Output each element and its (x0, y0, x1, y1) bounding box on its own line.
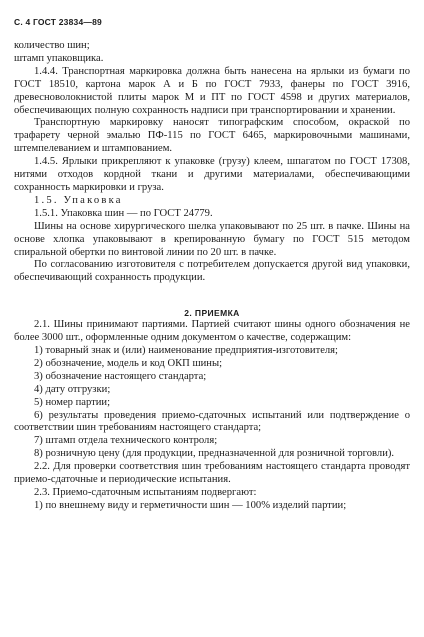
text-paragraph: количество шин; (14, 40, 90, 51)
section-title: 2. ПРИЕМКА (184, 308, 240, 319)
clause-1-5-1: 1.5.1. Упаковка шин — по ГОСТ 24779. (34, 207, 213, 219)
list-item: 2) обозначение, модель и код ОКП шины; (34, 357, 223, 369)
list-item: 3) обозначение настоящего стандарта; (34, 370, 207, 382)
subsection-heading: 1.5. Упаковка (34, 194, 123, 206)
clause-1-4-5: 1.4.5. Ярлыки прикрепляют к упаковке (грузу) клеем, шпагатом по ГОСТ 17308, нитями отходов кордной ткани и другими материалами, обеспечивающими сохранность маркировки и груза. (14, 156, 410, 193)
text-paragraph: Транспортную маркировку наносят типографским способом, окраской по трафарету черной эмалью ПФ-115 по ГОСТ 6465, маркировочными машинами, штемпелеванием и штампованием. (14, 117, 410, 155)
clause-2-3: 2.3. Приемо-сдаточным испытаниям подвергают: (34, 487, 257, 498)
text-paragraph: По согласованию изготовителя с потребителем допускается другой вид упаковки, обеспечивающий сохранность продукции. (14, 259, 410, 284)
list-item: 4) дату отгрузки; (34, 383, 111, 395)
list-item: 6) результаты проведения приемо-сдаточных испытаний или подтверждение о соответствии шин требованиям настоящего стандарта; (14, 409, 410, 434)
clause-1-4-4: 1.4.4. Транспортная маркировка должна быть нанесена на ярлыки из бумаги по ГОСТ 18510, картона марок А и Б по ГОСТ 7933, фанеры по ГОСТ 3916, древесноволокнистой плиты марок М и ПТ по ГОСТ 4598 и других материалов, обеспечивающих полную сохранность надписи при транспортировании и хранении. (14, 65, 410, 116)
list-item: 5) номер партии; (34, 396, 111, 408)
page-body (14, 40, 410, 513)
list-item: 8) розничную цену (для продукции, предназначенной для розничной торговли). (34, 448, 395, 460)
text-paragraph: Шины на основе хирургического шелка упаковывают по 25 шт. в пачке. Шины на основе хлопка упаковывают в крепированную бумагу по ГОСТ 515 методом спиральной обертки по винтовой линии по 20 шт. в пачке. (14, 220, 410, 258)
text-paragraph: штамп упаковщика. (14, 52, 104, 64)
clause-2-2: 2.2. Для проверки соответствия шин требованиям настоящего стандарта проводят приемо-сдаточные и периодические испытания. (14, 461, 410, 486)
page-header: С. 4 ГОСТ 23834—89 (14, 17, 102, 27)
list-item: 1) товарный знак и (или) наименование предприятия-изготовителя; (34, 345, 339, 357)
list-item: 7) штамп отдела технического контроля; (34, 435, 218, 447)
clause-2-1: 2.1. Шины принимают партиями. Партией считают шины одного обозначения не более 3000 шт., оформленные одним документом о качестве, содержащим: (14, 319, 410, 344)
list-item: 1) по внешнему виду и герметичности шин — 100% изделий партии; (34, 499, 347, 511)
